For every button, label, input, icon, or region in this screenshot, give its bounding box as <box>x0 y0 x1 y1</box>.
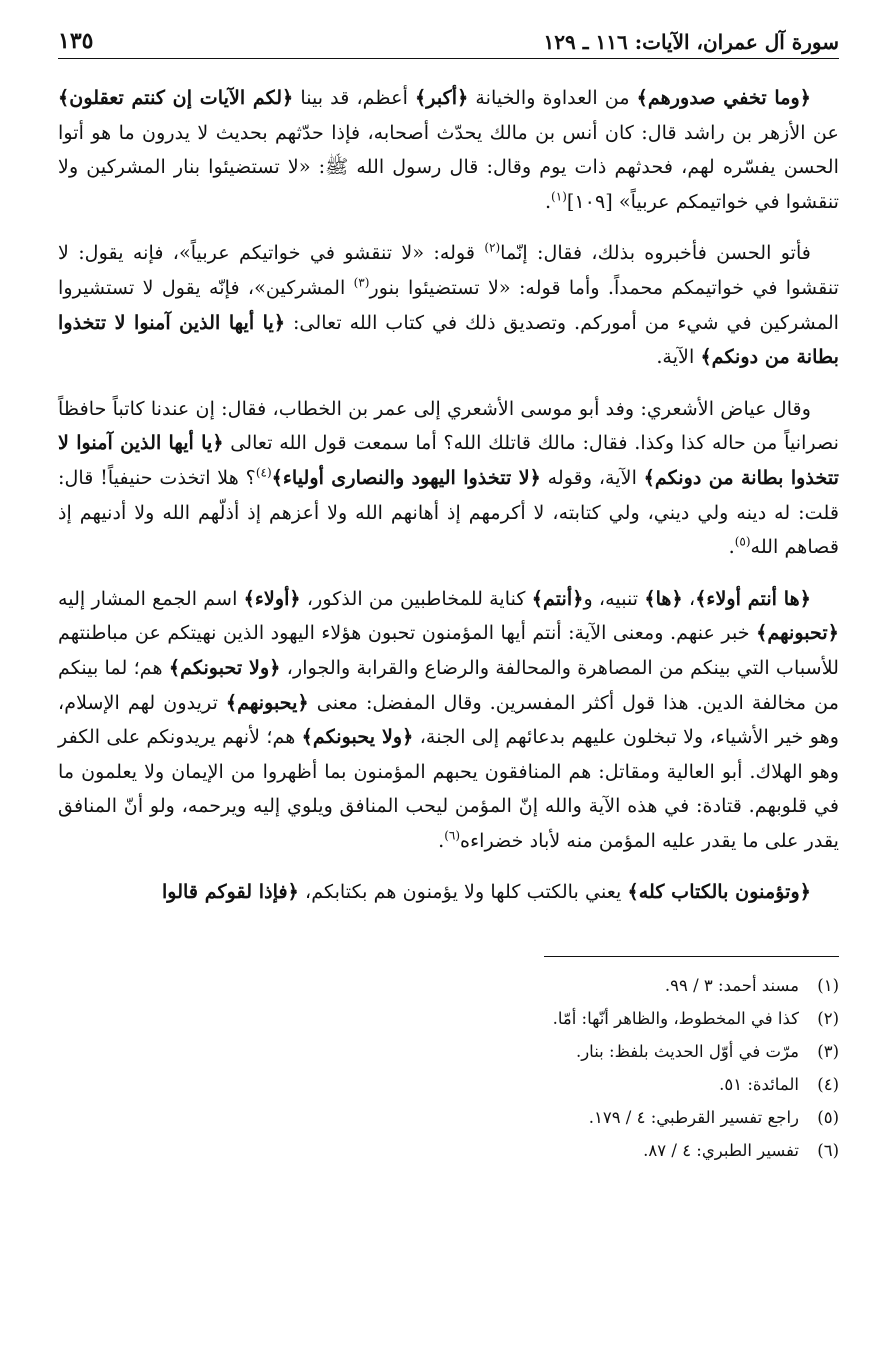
quran-quote: ﴿تحبونهم﴾ <box>756 621 839 645</box>
text-run: الآية. <box>656 345 701 369</box>
text-run: عن الأزهر بن راشد قال: كان أنس بن مالك يحدّث أصحابه، فإذا حدّثهم بحديث لا يدرون ما هو أتوا الحسن يفسّره لهم، فحدثهم ذات يوم وقال: قال رسول الله ﷺ: «لا تستضيئوا بنار المشركين ولا تنقشوا في خواتيمكم عربياً» [١٠٩] <box>58 120 839 213</box>
text-run: كناية للمخاطبين من الذكور، <box>300 586 532 610</box>
text-run: من العداوة والخيانة <box>468 86 637 109</box>
text-run: يعني بالكتب كلها ولا يؤمنون هم بكتابكم، <box>298 880 628 904</box>
quran-quote: ﴿أولاء﴾ <box>243 586 301 610</box>
text-run: تنبيه، و <box>583 586 645 610</box>
text-run: فأتو الحسن فأخبروه بذلك، فقال: إنّما <box>500 241 811 265</box>
header-rule <box>58 58 839 59</box>
paragraph <box>58 392 839 565</box>
paragraph <box>58 236 839 374</box>
text-run: قوله: «لا تنقشو في خواتيكم عربياً»، فإنه يقول: لا تنقشوا في خواتيمكم محمداً. وأما قوله: «لا تستضيئوا بنور <box>58 241 839 299</box>
footnote <box>58 1068 839 1101</box>
text-run: . <box>544 189 552 213</box>
footnote-ref: (٣) <box>353 275 370 290</box>
footnote-text: المائدة: ٥١. <box>719 1075 799 1095</box>
footnote <box>58 1134 839 1167</box>
footnote <box>58 1002 839 1035</box>
text-run: هم؛ لأنهم يريدونكم على الكفر وهو الهلاك. أبو العالية ومقاتل: هم المنافقون يحبهم المؤمنون بما أظهروا من الإيمان ولا يعلمون ما في قلوبهم. قتادة: في هذه الآية والله إنّ المؤمن ليحب المنافق ويلوي إليه ويرحمه، ولو أنّ المنافق يقدر على ما يقدر عليه المؤمن منه لأباد خضراءه <box>58 725 839 852</box>
footnote-text: كذا في المخطوط، والظاهر أنّها: أمّا. <box>552 1009 799 1029</box>
quran-quote: ﴿أكبر﴾ <box>415 86 469 109</box>
text-run: المشركين»، فإنّه يقول لا تستشيروا المشركين في شيء من أموركم. وتصديق ذلك في كتاب الله تعالى: <box>58 275 840 334</box>
text-run: أعظم، قد بينا <box>293 86 415 109</box>
footnote <box>58 1035 839 1068</box>
footnote-number: (٢) <box>817 1009 839 1029</box>
quran-quote: ﴿ولا يحبونكم﴾ <box>301 725 414 749</box>
quran-quote: ﴿ها أنتم أولاء﴾ <box>695 586 812 610</box>
quran-quote: ﴿فإذا لقوكم قالوا <box>161 880 299 904</box>
quran-quote: ﴿وتؤمنون بالكتاب كله﴾ <box>627 880 811 904</box>
paragraph <box>58 81 839 219</box>
main-text <box>58 81 839 910</box>
footnote-rule <box>544 956 839 957</box>
footnote-ref: (٢) <box>484 240 501 255</box>
text-run: هم؛ لما بينكم من مخالفة الدين. هذا قول أكثر المفسرين. وقال المفضل: معنى <box>58 655 839 714</box>
footnote-ref: (٤) <box>255 465 272 480</box>
text-run: . <box>438 828 445 852</box>
text-run: ، <box>682 586 696 610</box>
quran-quote: ﴿يا أيها الذين آمنوا لا تتخذوا بطانة من دونكم﴾ <box>58 310 839 369</box>
text-run: وقال عياض الأشعري: وفد أبو موسى الأشعري إلى عمر بن الخطاب، فقال: إن عندنا كاتباً حافظاً نصرانياً من حاله كذا وكذا. فقال: مالك قاتلك الله؟ أما سمعت قول الله تعالى <box>58 396 839 455</box>
footnote-number: (١) <box>817 976 839 996</box>
footnote <box>58 1101 839 1134</box>
footnote <box>58 969 839 1002</box>
footnote-number: (٥) <box>817 1108 839 1128</box>
text-run: تريدون لهم الإسلام، وهو خير الأشياء، ولا تبخلون عليهم بدعائهم إلى الجنة، <box>58 690 839 749</box>
footnote-text: مسند أحمد: ٣ / ٩٩. <box>664 976 799 996</box>
text-run: اسم الجمع المشار إليه <box>58 586 244 610</box>
footnote-ref: (٦) <box>444 828 461 843</box>
text-run: ؟ هلا اتخذت حنيفياً! قال: قلت: له دينه ولي ديني، ولي كتابته، لا أكرمهم إذ أهانهم الله ولا أعزهم إذ أذلّهم الله ولا أدنيهم إذ قصاهم الله <box>58 465 839 559</box>
quran-quote: ﴿لكم الآيات إن كنتم تعقلون﴾ <box>58 86 294 109</box>
footnote-text: تفسير الطبري: ٤ / ٨٧. <box>643 1141 799 1161</box>
footnote-ref: (٥) <box>734 534 751 549</box>
quran-quote: ﴿يحبونهم﴾ <box>225 690 309 714</box>
quran-quote: ﴿ها﴾ <box>644 586 683 610</box>
paragraph <box>58 875 839 910</box>
footnote-number: (٤) <box>817 1075 839 1095</box>
footnote-number: (٣) <box>817 1042 839 1062</box>
quran-quote: ﴿ولا تحبونكم﴾ <box>168 655 281 679</box>
quran-quote: ﴿يا أيها الذين آمنوا لا تتخذوا بطانة من دونكم﴾ <box>58 431 839 489</box>
footnote-number: (٦) <box>817 1141 839 1161</box>
footnote-text: راجع تفسير القرطبي: ٤ / ١٧٩. <box>588 1108 799 1128</box>
page-header <box>58 28 839 58</box>
running-title: سورة آل عمران، الآيات: ١١٦ ـ ١٢٩ <box>543 30 839 54</box>
text-run: خبر عنهم. ومعنى الآية: أنتم أيها المؤمنون تحبون هؤلاء اليهود الذين نهيتكم عن مباطنتهم للأسباب التي بينكم من المصاهرة والمحالفة والرضاع والقرابة والجوار، <box>58 621 839 679</box>
page-number: ١٣٥ <box>58 28 94 54</box>
paragraph <box>58 582 839 859</box>
quran-quote: ﴿وما تخفي صدورهم﴾ <box>636 86 811 109</box>
quran-quote: ﴿أنتم﴾ <box>531 586 584 610</box>
footnote-ref: (١) <box>551 189 567 204</box>
text-run: الآية، وقوله <box>540 465 644 489</box>
footnote-text: مرّت في أوّل الحديث بلفظ: بنار. <box>575 1042 799 1062</box>
footnotes <box>58 969 839 1167</box>
text-run: . <box>728 535 735 559</box>
quran-quote: ﴿لا تتخذوا اليهود والنصارى أولياء﴾ <box>271 465 541 489</box>
